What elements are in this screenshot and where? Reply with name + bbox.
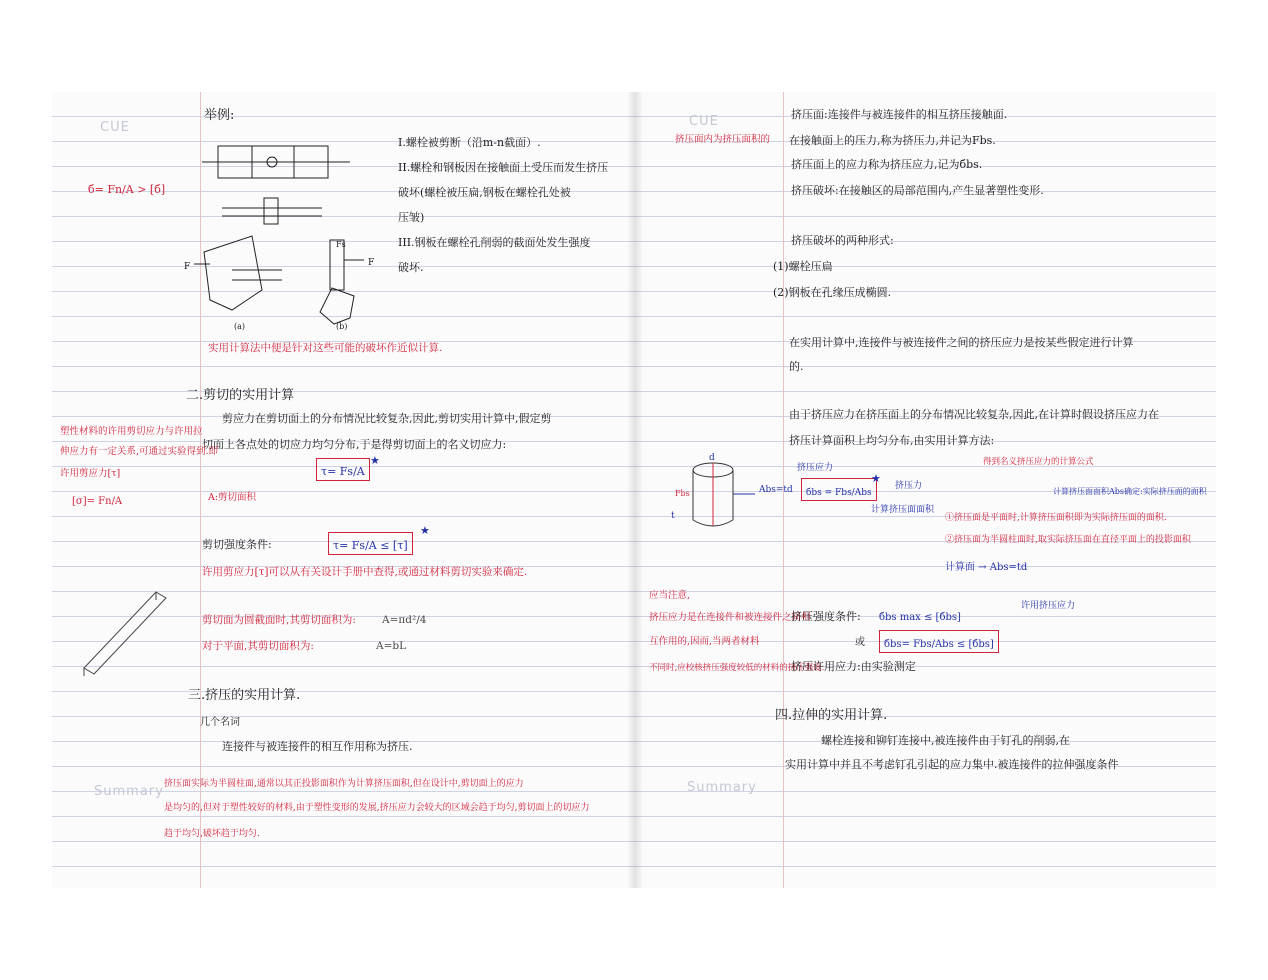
failure-form-1: (1)螺栓压扁 xyxy=(773,260,833,273)
shear-strength-label: 剪切强度条件: xyxy=(202,538,272,551)
example-item-3: III.钢板在螺栓孔削弱的截面处发生强度 xyxy=(398,236,591,249)
condition-plane: ①挤压面是平面时,计算挤压面积即为实际挤压面的面积. xyxy=(945,513,1167,523)
nominal-stress-note: 得到名义挤压应力的计算公式 xyxy=(983,457,1094,467)
section-2-title: 二.剪切的实用计算 xyxy=(186,388,295,403)
squeeze-formula-box xyxy=(801,478,877,501)
example-item-2c: 压皱) xyxy=(398,211,425,224)
calc-area-note: 计算挤压面面积Abs确定:实际挤压面的面积 xyxy=(1053,487,1207,496)
practical-calc-line-2: 的. xyxy=(789,360,804,373)
condition-cylinder: ②挤压面为半圆柱面时,取实际挤压面在直径平面上的投影面积 xyxy=(945,535,1191,545)
plate-sketch xyxy=(80,586,180,676)
practical-calc-line-1: 在实用计算中,连接件与被连接件之间的挤压应力是按某些假定进行计算 xyxy=(789,336,1134,349)
distribution-line-2: 挤压计算面积上均匀分布,由实用计算方法: xyxy=(789,434,995,447)
bearing-strength-formula-a: бbs max ≤ [бbs] xyxy=(879,612,961,623)
force-label-right: F xyxy=(368,258,375,268)
or-label: 或 xyxy=(855,637,865,648)
failure-forms-title: 挤压破坏的两种形式: xyxy=(791,234,894,247)
diameter-label: d xyxy=(709,453,715,463)
bearing-stress-def: 挤压面上的应力称为挤压应力,记为бbs. xyxy=(791,158,983,171)
plane-area-note: 对于平面,其剪切面积为: xyxy=(202,640,314,652)
fig-a-label: (a) xyxy=(234,322,246,331)
brand-watermark: CUE xyxy=(100,120,130,135)
shear-force-label: Fs xyxy=(336,240,346,249)
force-label-left: F xyxy=(184,262,191,272)
shear-stress-formula-box xyxy=(316,458,370,481)
bottom-note-3: 趋于均匀,破坏趋于均匀. xyxy=(164,829,260,839)
cylinder-figure xyxy=(685,460,745,534)
margin-note-2: 伸应力有一定关系,可通过实验得到.即 xyxy=(60,446,219,457)
section-3-line: 连接件与被连接件的相互作用称为挤压. xyxy=(222,740,413,753)
shear-strength-formula: τ= Fs/A ≤ [τ] xyxy=(333,539,408,552)
section-4-title: 四.拉伸的实用计算. xyxy=(775,708,888,723)
distribution-line-1: 由于挤压应力在挤压面上的分布情况比较复杂,因此,在计算时假设挤压应力在 xyxy=(789,408,1159,421)
brand-watermark-right: CUE xyxy=(689,114,719,129)
example-item-2b: 破坏(螺栓被压扁,钢板在螺栓孔处被 xyxy=(398,186,571,199)
abs-label-fig: Abs=td xyxy=(759,485,793,495)
right-page xyxy=(635,92,1216,888)
brand-watermark-right-bottom: Summary xyxy=(687,780,757,795)
bearing-allow-line: 挤压许用应力:由实验测定 xyxy=(791,660,916,673)
margin-note-r4: 不同时,应校核挤压强度较低的材料的挤压强度. xyxy=(649,663,825,673)
bearing-formula-box xyxy=(879,630,999,653)
margin-note-r2: 挤压应力是在连接件和被连接件之间相 xyxy=(649,612,811,623)
bearing-failure-def: 挤压破坏:在接触区的局部范围内,产生显著塑性变形. xyxy=(791,184,1044,197)
circle-area-formula: A=πd²/4 xyxy=(382,614,427,626)
left-page xyxy=(52,92,636,888)
fig-b-label: (b) xyxy=(336,322,348,331)
margin-formula: б= Fn/A > [б] xyxy=(88,183,166,196)
calc-area-label: 计算挤压面面积 xyxy=(871,505,935,515)
shear-strength-formula-box xyxy=(328,532,413,555)
failure-form-2: (2)钢板在孔缘压成椭圆. xyxy=(773,286,892,299)
squeeze-force-label: 挤压力 xyxy=(895,481,923,491)
terms-label: 几个名词 xyxy=(200,717,240,728)
bottom-note-2: 是均匀的,但对于塑性较好的材料,由于塑性变形的发展,挤压应力会较大的区域会趋于均匀,剪切面上的切应力 xyxy=(164,803,590,813)
margin-red-top: 挤压面内为挤压面积的 xyxy=(675,134,771,145)
bottom-note-1: 挤压面实际为半圆柱面,通常以其正投影面积作为计算挤压面积,但在设计中,剪切面上的应力 xyxy=(164,779,524,789)
allowable-shear-note: 许用剪应力[τ]可以从有关设计手册中查得,或通过材料剪切实验来确定. xyxy=(202,566,528,578)
plane-area-formula: A=bL xyxy=(376,640,407,652)
section-4-line-1: 螺栓连接和铆钉连接中,被连接件由于钉孔的削弱,在 xyxy=(821,734,1070,747)
allowable-bearing-label: 许用挤压应力 xyxy=(1021,601,1076,611)
margin-note-3: 许用剪应力[τ] xyxy=(60,468,121,479)
bearing-force-def: 在接触面上的压力,称为挤压力,并记为Fbs. xyxy=(789,134,996,147)
star-icon: ★ xyxy=(370,454,380,467)
bearing-strength-title: 挤压强度条件: xyxy=(791,610,861,623)
bolt-joint-figure xyxy=(202,140,352,330)
thickness-label: t xyxy=(671,511,675,521)
margin-note-4: [σ]= Fn/A xyxy=(72,496,123,507)
example-item-3b: 破坏. xyxy=(398,261,424,274)
squeeze-formula: бbs = Fbs/Abs xyxy=(806,488,872,498)
page-gutter xyxy=(627,92,643,888)
margin-note-r1: 应当注意, xyxy=(649,590,691,601)
shear-stress-formula: τ= Fs/A xyxy=(321,465,365,478)
bearing-surface-def: 挤压面:连接件与被连接件的相互挤压接触面. xyxy=(791,108,1008,121)
section-2-line-1: 剪应力在剪切面上的分布情况比较复杂,因此,剪切实用计算中,假定剪 xyxy=(222,412,552,425)
example-item-1: I.螺栓被剪断（沿m-n截面）. xyxy=(398,136,541,149)
section-3-title: 三.挤压的实用计算. xyxy=(188,688,301,703)
section-4-line-2: 实用计算中并且不考虑钉孔引起的应力集中.被连接件的拉伸强度条件 xyxy=(785,758,1119,771)
bearing-strength-formula-b: бbs= Fbs/Abs ≤ [бbs] xyxy=(884,639,994,650)
star-icon-2: ★ xyxy=(420,524,430,537)
area-note: A:剪切面积 xyxy=(208,492,257,503)
calc-area-equation: 计算面 → Abs=td xyxy=(945,562,1028,573)
notebook-spread xyxy=(52,92,1216,888)
example-item-2: II.螺栓和钢板因在接触面上受压而发生挤压 xyxy=(398,161,609,174)
margin-line xyxy=(200,92,201,888)
example-label: 举例: xyxy=(204,108,235,123)
section-2-line-2: 切面上各点处的切应力均匀分布,于是得剪切面上的名义切应力: xyxy=(202,438,507,451)
margin-note-r3: 互作用的,因而,当两者材料 xyxy=(649,636,760,647)
squeeze-stress-label: 挤压应力 xyxy=(797,463,834,473)
margin-note-1: 塑性材料的许用剪切应力与许用拉 xyxy=(60,426,203,437)
brand-watermark-bottom: Summary xyxy=(94,784,164,799)
fbs-label-fig: Fbs xyxy=(675,489,690,498)
star-icon-3: ★ xyxy=(871,472,881,485)
red-note-practical: 实用计算法中便是针对这些可能的破坏作近似计算. xyxy=(208,342,443,354)
circle-area-note: 剪切面为圆截面时,其剪切面积为: xyxy=(202,614,356,626)
